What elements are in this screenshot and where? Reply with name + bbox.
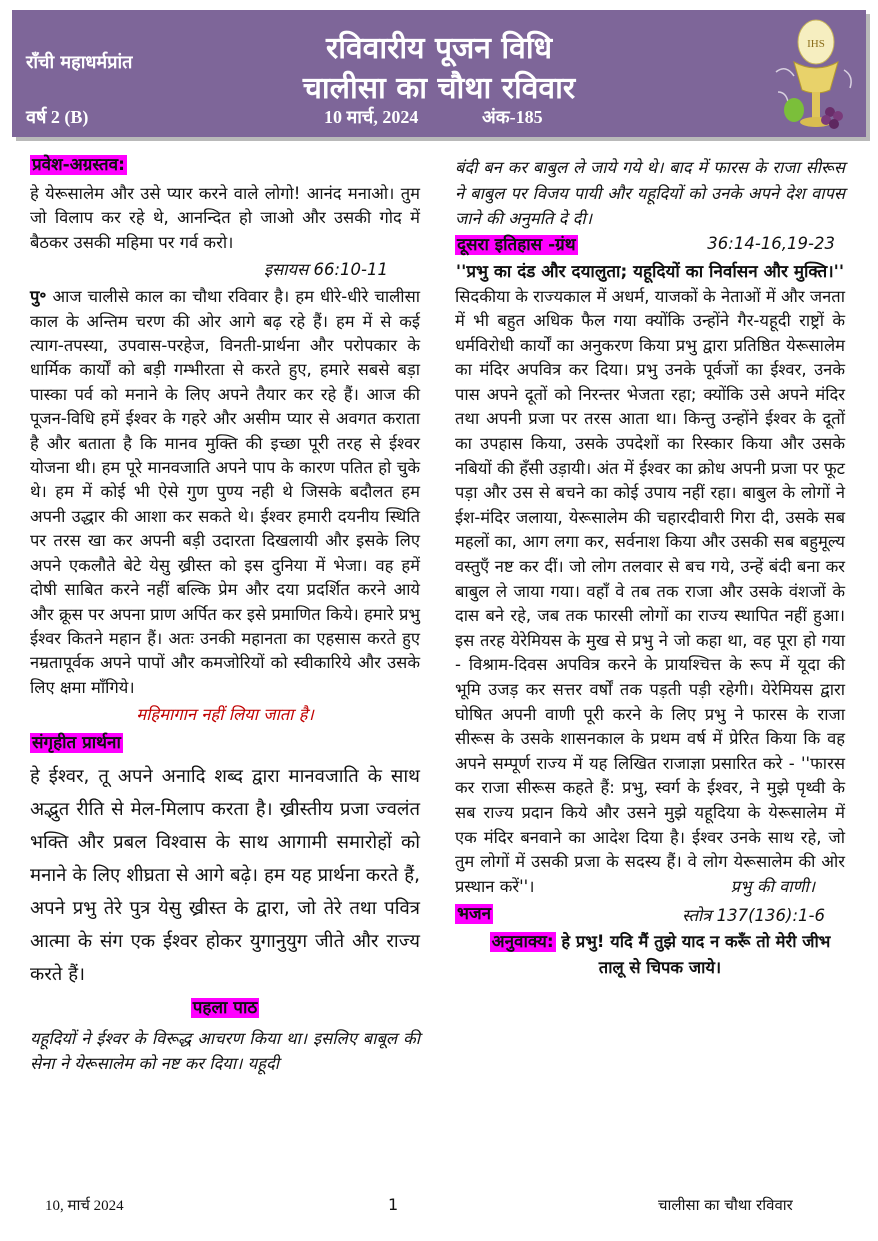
first-reading-summary-continued: बंदी बन कर बाबुल ले जाये गये थे। बाद में फारस के राजा सीरूस ने बाबुल पर विजय पायी और यहूदियों को उनके अपने देश वापस जाने की अनुमति दे दी।	[455, 158, 845, 228]
psalm-ref: स्तोत्र 137(136):1-6	[682, 906, 825, 926]
reading-text	[455, 285, 845, 900]
footer-title: चालीसा का चौथा रविवार	[658, 1196, 793, 1214]
entrance-antiphon-ref: इसायस 66:10-11	[264, 260, 388, 280]
word-of-lord: प्रभु की वाणी।	[730, 876, 815, 896]
header-banner	[12, 10, 866, 137]
page-number: 1	[388, 1195, 399, 1214]
entrance-antiphon-text: हे येरूसालेम और उसे प्यार करने वाले लोगो! आनंद मनाओ। तुम जो विलाप कर रहे थे, आनन्दित हो जाओ और उसकी गोद में बैठकर उसकी महिमा पर गर्व करो।	[30, 184, 420, 252]
footer-date: 10, मार्च 2024	[45, 1198, 124, 1214]
chalice-logo-icon	[764, 12, 864, 134]
response-label: अनुवाक्य:	[491, 932, 554, 953]
priest-marker: पु॰	[30, 287, 47, 307]
gloria-note: महिमागान नहीं लिया जाता है।	[136, 705, 314, 725]
diocese-name: राँची महाधर्मप्रांत	[26, 52, 133, 73]
page-title: रविवारीय पूजन विधि	[325, 31, 553, 66]
right-column	[455, 155, 845, 981]
psalm-response	[455, 929, 845, 981]
reading-title: ''प्रभु का दंड और दयालुता; यहूदियों का निर्वासन और मुक्ति।''	[455, 261, 845, 282]
entrance-antiphon-heading: प्रवेश-अग्रस्तव:	[32, 155, 125, 175]
introduction-text: आज चालीसे काल का चौथा रविवार है। हम धीरे-धीरे चालीसा काल के अन्तिम चरण की ओर आगे बढ़ रहे हैं। हम में से कई त्याग-तपस्या, उपवास-परहेज, विनती-प्रार्थना और परोपकार के धार्मिक कार्यों को बड़ी गम्भीरता से करते हुए, हमारे सबसे बड़ा पास्का पर्व को मनाने के लिए अपने तैयार कर रहे हैं। आज की पूजन-विधि हमें ईश्वर के गहरे और असीम प्यार से अवगत कराता है और बताता है कि मानव मुक्ति की इच्छा पूरी तरह से ईश्वर योजना थी। हम पूरे मानवजाति अपने पाप के कारण पतित हो चुके थे। हम में कोई भी ऐसे गुण पुण्य नही थे जिसके बदौलत हम अपनी उद्धार की आशा कर सकते थे। ईश्वर हमारी दयनीय स्थिति पर तरस खा कर अपनी बड़ी उदारता दिखलायी और इसके लिए अपने एकलौते बेटे येसु ख्रीस्त को इस दुनिया में भेजा। वह हमें दोषी साबित करने नहीं बल्कि प्रेम और दया प्रदर्शित करने आये और क्रूस पर अपना प्राण अर्पित कर इसे प्रमाणित किये। हमारे प्रभु ईश्वर कितने महान हैं। अतः उनकी महानता का एहसास करते हुए नम्रतापूर्वक अपने पापों और कमजोरियों को स्वीकारिये और उसके लिए क्षमा माँगिये।	[30, 287, 420, 697]
collect-text: हे ईश्वर, तू अपने अनादि शब्द द्वारा मानवजाति के साथ अद्भुत रीति से मेल-मिलाप करता है। ख्रीस्तीय प्रजा ज्वलंत भक्ति और प्रबल विश्वास के साथ आगामी समारोहों को मनाने के लिए शीघ्रता से आगे बढ़े। हम यह प्रार्थना करते हैं, अपने प्रभु तेरे पुत्र येसु ख्रीस्त के द्वारा, जो तेरे तथा पवित्र आत्मा के संग एक ईश्वर होकर युगानुयुग जीते और राज्य करते हैं।	[30, 766, 420, 986]
reading-body: सिदकीया के राज्यकाल में अधर्म, याजकों के नेताओं में और जनता में भी बहुत अधिक फैल गया क्योंकि उन्होंने गैर-यहूदी राष्ट्रों के धर्मविरोधी कार्यों का अनुकरण किया प्रभु द्वारा प्रतिष्ठित येरूसालेम का मंदिर अपवित्र कर दिया। प्रभु उनके पूर्वजों का ईश्वर, उनके पास अपने दूतों को निरन्तर भेजता रहा; क्योंकि उसे अपने मंदिर तथा अपनी प्रजा पर तरस आता था। किन्तु उन्होंने ईश्वर के दूतों का उपहास किया, उसके उपदेशों का रिस्कार किया और उसके नबियों की हँसी उड़ायी। अंत में ईश्वर का क्रोध अपनी प्रजा पर फूट पड़ा और उस से बचने का कोई उपाय नहीं रहा। बाबुल के लोगों ने ईश-मंदिर जलाया, येरूसालेम की चहारदीवारी गिरा दी, उसके सब महलों का, आग लगा कर, सर्वनाश किया और उसकी सब बहुमूल्य वस्तुएँ नष्ट कर दीं। जो लोग तलवार से बच गये, उन्हें बंदी बना कर बाबुल ले जाया गया। वहाँ वे तब तक राजा और उसके वंशजों के दास बने रहे, जब तक फारसी लोगों का राज्य स्थापित नहीं हुआ। इस तरह येरेमियस के मुख से प्रभु ने जो कहा था, वह पूरा हो गया - विश्राम-दिवस अपवित्र करने के प्रायश्चित्त के रूप में यूदा की भूमि उजड़ कर सत्तर वर्षों तक पड़ती पड़ी रहेगी। येरेमियस द्वारा घोषित अपनी वाणी पूरी करने के लिए प्रभु ने फारस के राजा सीरूस के उसके शासनकाल के प्रथम वर्ष में प्रेरित किया कि वह अपने सम्पूर्ण राज्य में यह लिखित राजाज्ञा प्रसारित करे - ''फारस कर राजा सीरूस कहते हैं: प्रभु, स्वर्ग के ईश्वर, ने मुझे पृथ्वी के सब राज्य प्रदान किये और उसने मुझे यहूदिया के येरूसालेम में एक मंदिर बनवाने का आदेश दिया है। ईश्वर उनके साथ रहे, जो तुम लोगों में उसकी प्रजा के सदस्य हैं। वे लोग येरूसालेम की ओर प्रस्थान करें''।	[455, 286, 845, 896]
svg-text:IHS: IHS	[807, 38, 825, 50]
reading-heading: दूसरा इतिहास -ग्रंथ	[457, 234, 576, 255]
left-column	[30, 152, 420, 1076]
response-text: हे प्रभु! यदि मैं तुझे याद न करूँ तो मेरी जीभ तालू से चिपक जाये।	[561, 932, 831, 978]
first-reading-heading: पहला पाठ	[192, 998, 258, 1019]
issue-number: अंक-185	[482, 107, 543, 127]
header-date: 10 मार्च, 2024	[324, 107, 419, 127]
introduction-paragraph	[30, 285, 420, 700]
psalm-heading: भजन	[457, 904, 491, 925]
collect-heading: संगृहीत प्रार्थना	[32, 733, 121, 754]
reading-ref: 36:14-16,19-23	[707, 233, 835, 253]
first-reading-summary: यहूदियों ने ईश्वर के विरूद्ध आचरण किया था। इसलिए बाबूल की सेना ने येरूसालेम को नष्ट कर दिया। यहूदी	[30, 1029, 420, 1073]
year-label: वर्ष 2 (B)	[26, 107, 89, 127]
page-subtitle: चालीसा का चौथा रविवार	[302, 71, 576, 106]
